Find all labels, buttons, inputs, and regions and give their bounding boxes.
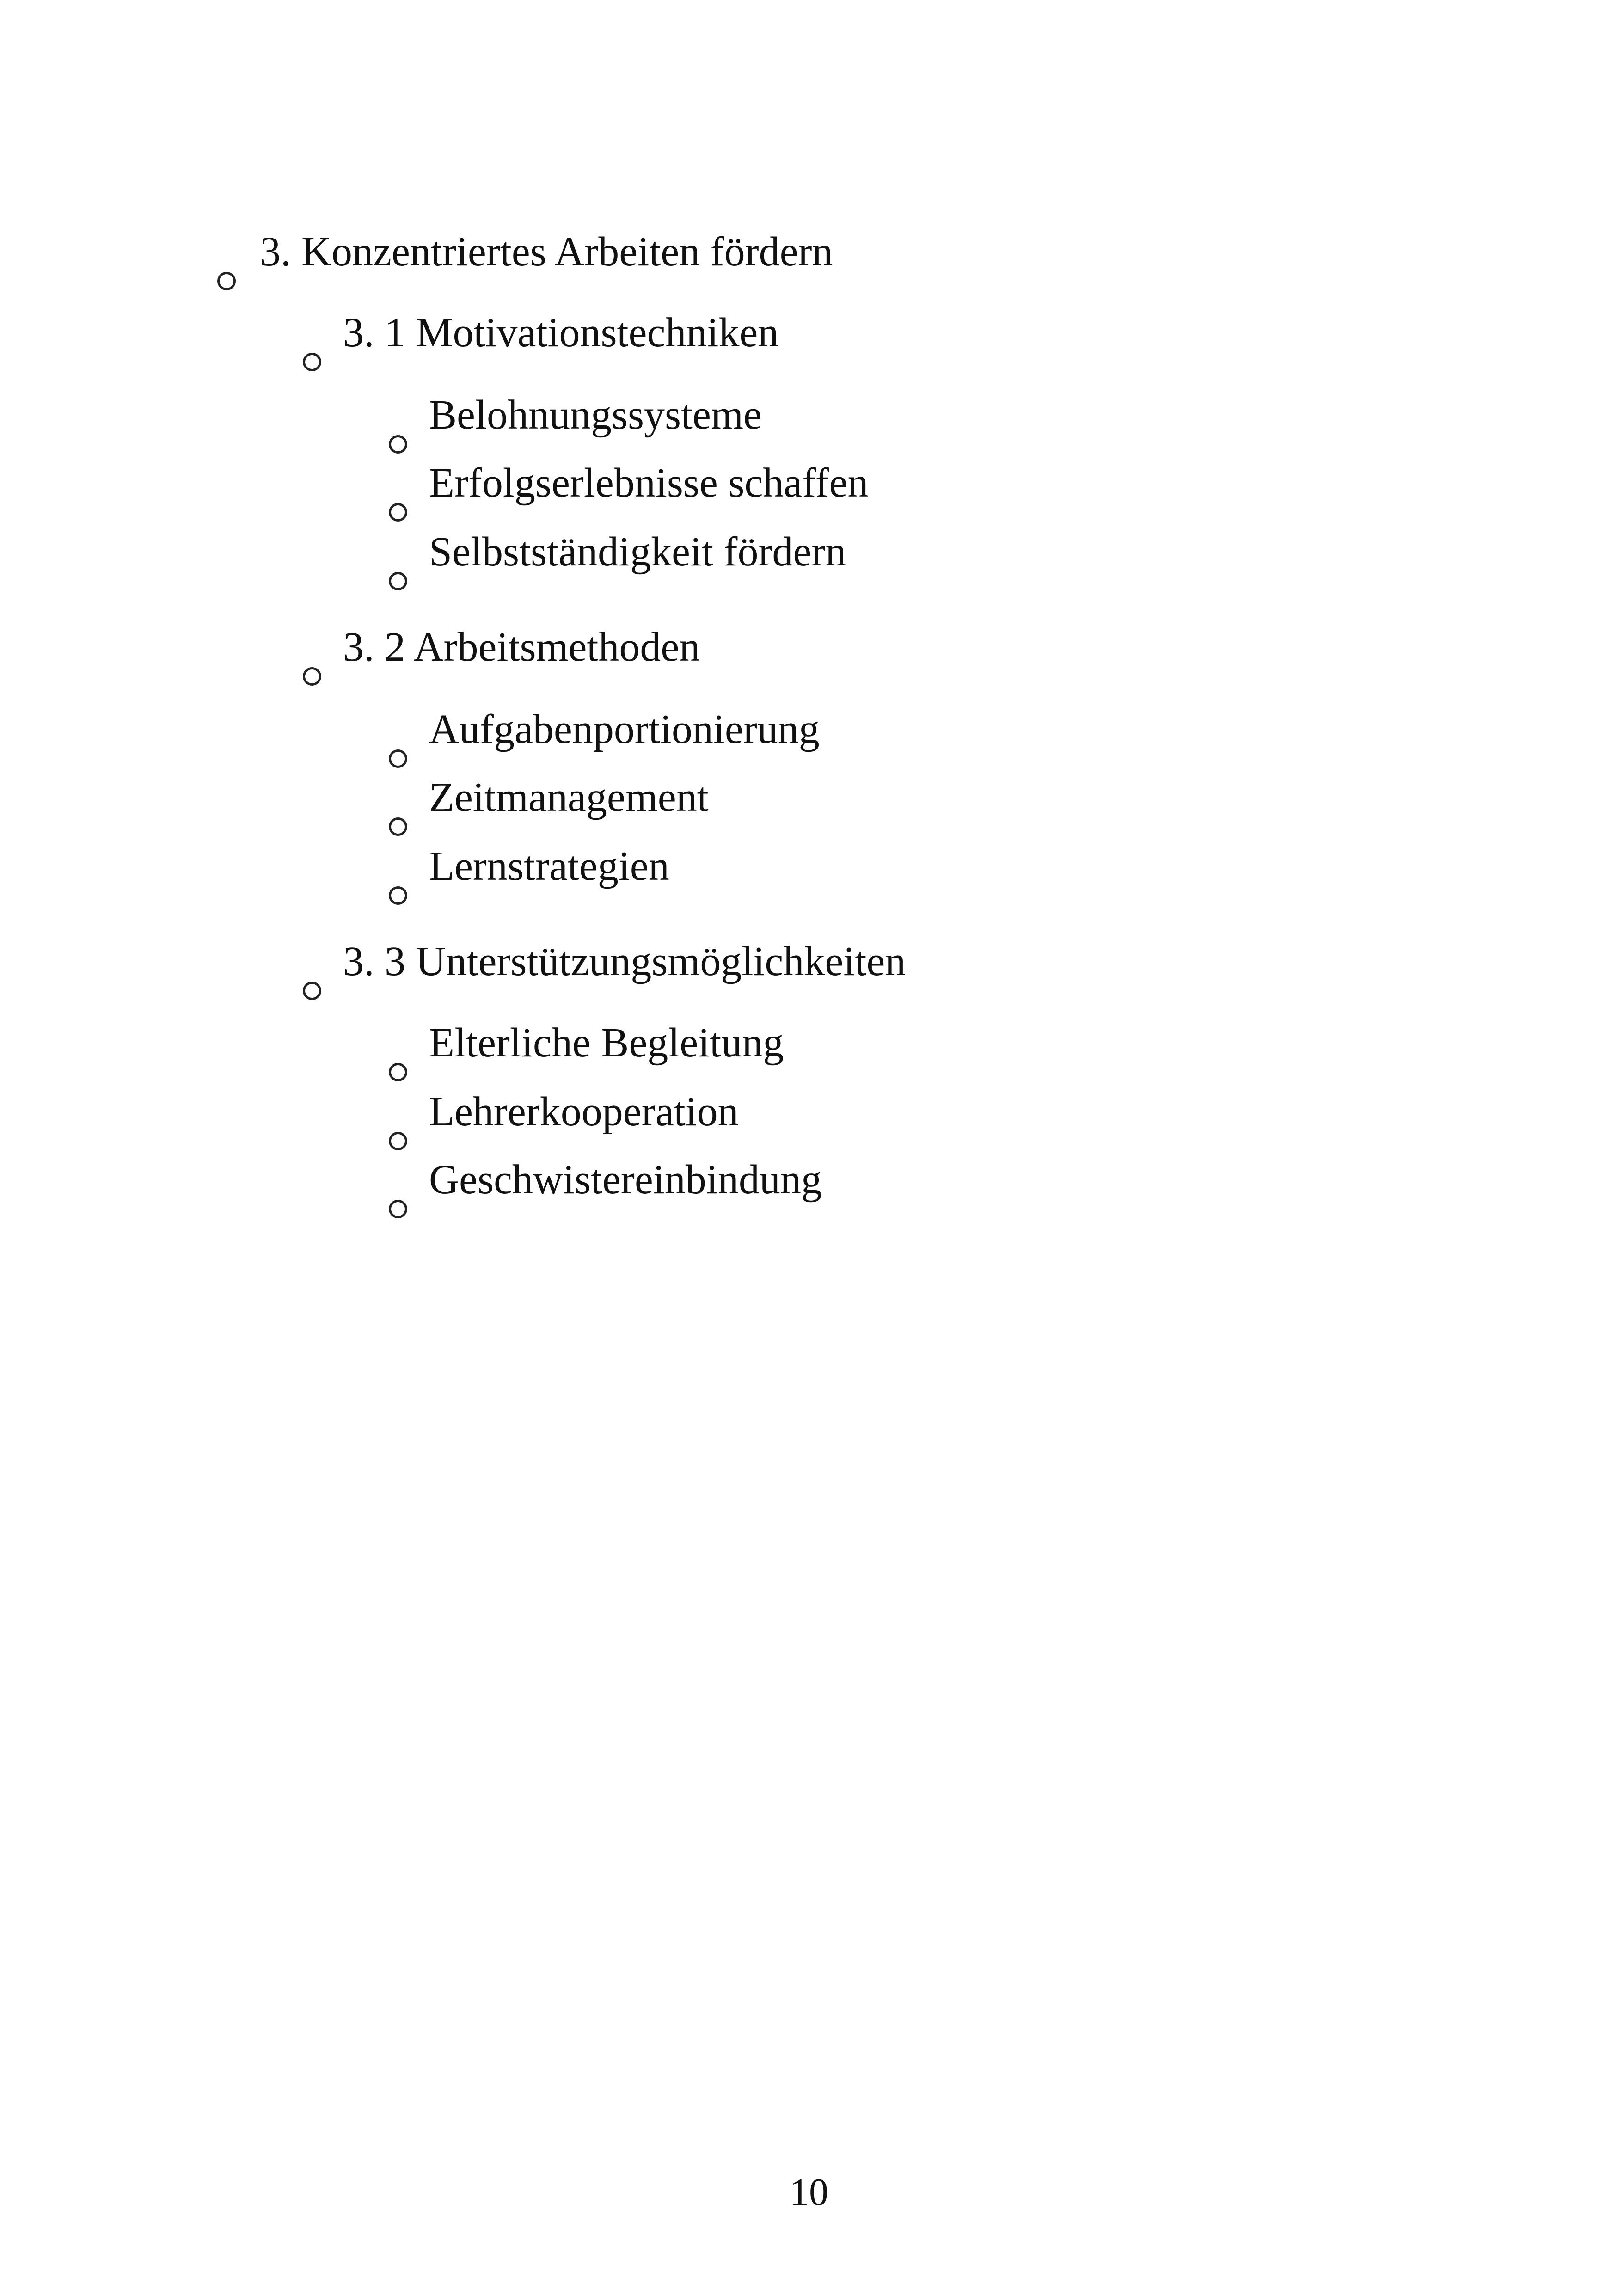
list-item-text: Erfolgserlebnisse schaffen <box>429 460 869 506</box>
section-heading: 3. 1 Motivationstechniken <box>343 310 779 356</box>
list-item-text: Geschwistereinbindung <box>429 1157 822 1203</box>
list-item-text: Lehrerkooperation <box>429 1089 739 1135</box>
list-item-text: Elterliche Begleitung <box>429 1020 784 1066</box>
outline-item-level3 <box>389 462 869 504</box>
outline-item-level1 <box>217 231 833 273</box>
section-heading: 3. 2 Arbeitsmethoden <box>343 624 700 670</box>
outline-item-level2 <box>303 626 700 668</box>
outline-item-level3 <box>389 1091 739 1133</box>
outline-item-level3 <box>389 1159 822 1201</box>
outline-item-level3 <box>389 706 820 752</box>
list-item-text: Zeitmanagement <box>429 774 709 820</box>
list-item-text: Aufgabenportionierung <box>429 706 820 752</box>
list-item-text: Selbstständigkeit fördern <box>429 529 846 575</box>
outline-item-level3 <box>389 774 709 820</box>
outline-item-level3 <box>389 843 669 889</box>
outline-title: 3. Konzentriertes Arbeiten fördern <box>260 229 833 275</box>
outline-item-level2 <box>303 312 778 354</box>
list-item-text: Lernstrategien <box>429 843 669 889</box>
list-item-text: Belohnungssysteme <box>429 392 762 438</box>
page-number: 10 <box>790 2171 828 2214</box>
section-heading: 3. 3 Unterstützungsmöglichkeiten <box>343 939 906 984</box>
outline-item-level3 <box>389 1022 784 1064</box>
outline-item-level3 <box>389 531 846 573</box>
outline-item-level3 <box>389 394 762 436</box>
outline-item-level2 <box>303 941 906 982</box>
